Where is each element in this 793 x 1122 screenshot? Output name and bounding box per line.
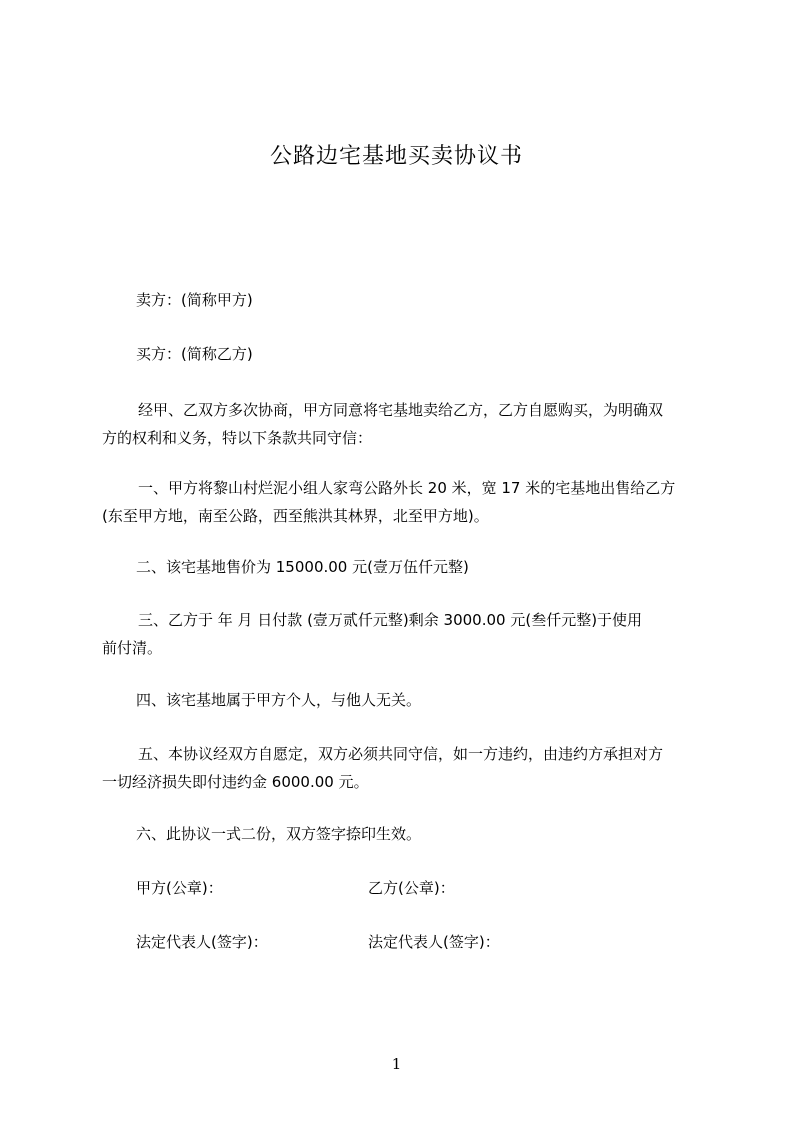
clause-1-line-2: (东至甲方地，南至公路，西至熊洪其林界，北至甲方地)。 <box>102 507 489 525</box>
clause-6 <box>102 820 702 848</box>
document-title: 公路边宅基地买卖协议书 <box>269 144 523 169</box>
clause-3-line-1: 三、乙方于 年 月 日付款 (壹万贰仟元整)剩余 3000.00 元(叁仟元整)于使用 <box>138 611 643 629</box>
clause-3-line-2: 前付清。 <box>102 639 163 657</box>
party-a-seal-label: 甲方(公章)： <box>136 879 223 897</box>
clause-5-line-1: 五、本协议经双方自愿定，双方必须共同守信，如一方违约，由违约方承担对方 <box>138 745 664 763</box>
clause-2-text: 二、该宅基地售价为 15000.00 元(壹万伍仟元整) <box>136 558 469 576</box>
clause-4 <box>102 686 702 714</box>
seller-text: 卖方：(简称甲方) <box>136 291 253 309</box>
page-number: 1 <box>391 1055 402 1073</box>
clause-5-line-2: 一切经济损失即付违约金 6000.00 元。 <box>102 773 369 791</box>
clause-6-text: 六、此协议一式二份，双方签字捺印生效。 <box>136 825 422 843</box>
buyer-text: 买方：(简称乙方) <box>136 345 253 363</box>
buyer-line <box>102 340 702 368</box>
party-a-rep-label: 法定代表人(签字)： <box>136 933 268 951</box>
party-b-rep-label: 法定代表人(签字)： <box>368 933 500 951</box>
intro-line-2: 方的权利和义务，特以下条款共同守信： <box>102 429 373 447</box>
seller-line <box>102 286 702 314</box>
clause-2 <box>102 553 702 581</box>
clause-5 <box>102 740 702 796</box>
intro-paragraph <box>102 396 702 452</box>
clause-1 <box>102 474 702 530</box>
clause-1-line-1: 一、甲方将黎山村烂泥小组人家弯公路外长 20 米，宽 17 米的宅基地出售给乙方 <box>138 479 676 497</box>
clause-4-text: 四、该宅基地属于甲方个人，与他人无关。 <box>136 691 422 709</box>
party-b-seal-label: 乙方(公章)： <box>368 879 455 897</box>
intro-line-1: 经甲、乙双方多次协商，甲方同意将宅基地卖给乙方，乙方自愿购买，为明确双 <box>138 401 664 419</box>
clause-3 <box>102 606 702 662</box>
